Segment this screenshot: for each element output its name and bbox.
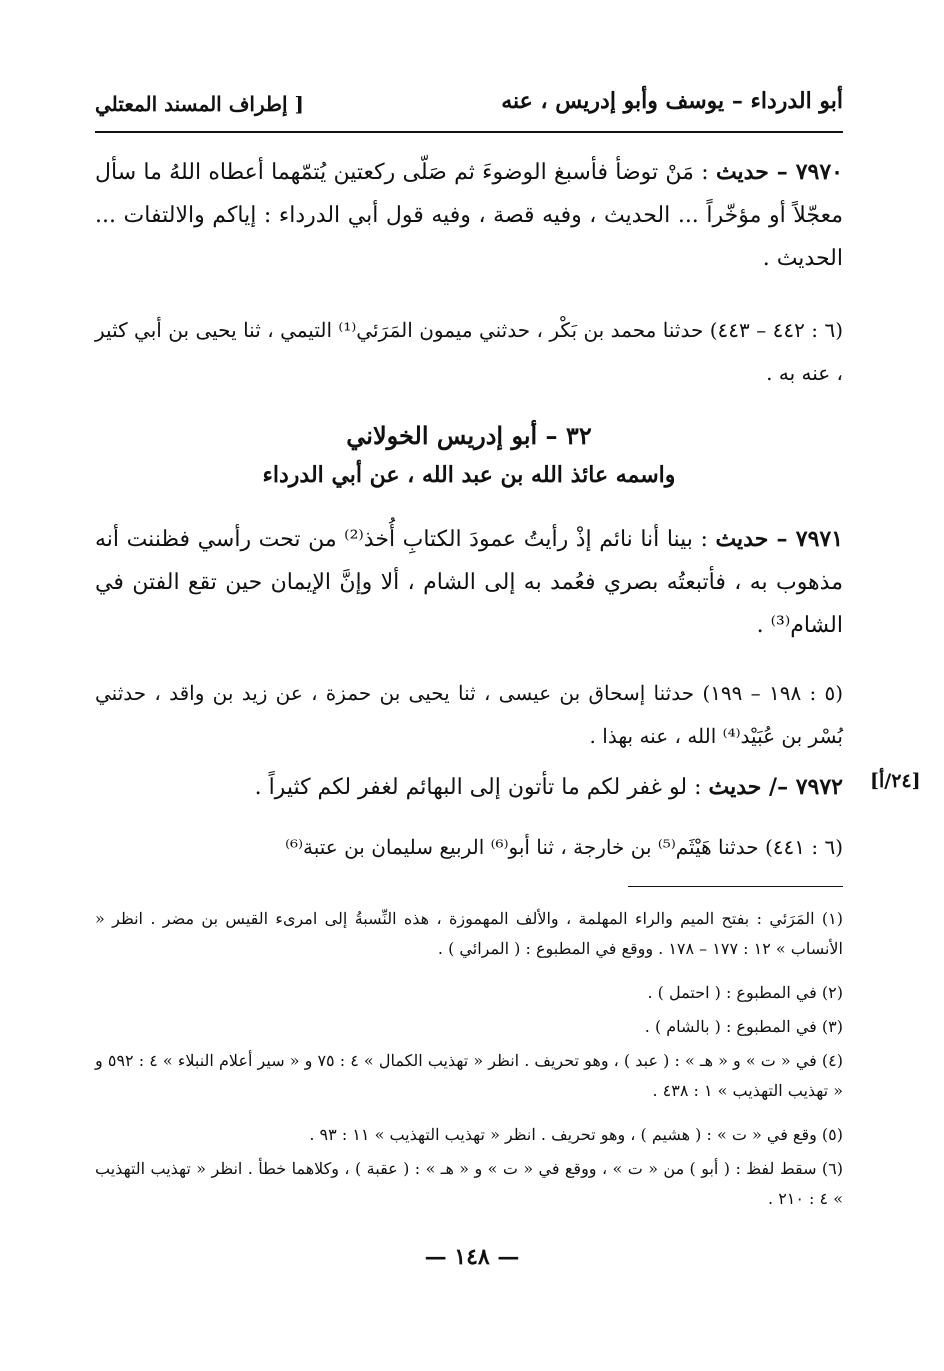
hadith-text: : لو غفر لكم ما تأتون إلى البهائم لغفر لكم كثيراً .	[254, 775, 709, 800]
section-subtitle: واسمه عائذ الله بن عبد الله ، عن أبي الدرداء	[262, 462, 676, 488]
entry-dash: –	[768, 526, 796, 552]
hadith-entry-7972	[95, 766, 843, 809]
footnote-5: (٥) وقع في « ت » : ( هشيم ) ، وهو تحريف . انظر « تهذيب التهذيب » ١١ : ٩٣ .	[309, 1125, 843, 1144]
manuscript-folio-marker: [٢٤/أ]	[870, 770, 921, 792]
header-divider	[95, 131, 843, 133]
isnad-chain-7971: (٥ : ١٩٨ – ١٩٩) حدثنا إسحاق بن عيسى ، ثنا يحيى بن حمزة ، عن زيد بن واقد ، حدثني بُسْر بن عُبَيْد⁽⁴⁾ الله ، عنه بهذا .	[95, 681, 844, 748]
hadith-keyword: حديث	[708, 774, 762, 800]
header-book-title: [ إطراف المسند المعتلي	[95, 92, 304, 116]
hadith-number: ٧٩٧٢	[795, 774, 843, 800]
isnad-chain-7972: (٦ : ٤٤١) حدثنا هَيْثَم⁽⁵⁾ بن خارجة ، ثنا أبو⁽⁶⁾ الربيع سليمان بن عتبة⁽⁶⁾	[285, 835, 843, 859]
header-chapter-title: أبو الدرداء – يوسف وأبو إدريس ، عنه	[501, 88, 843, 114]
hadith-keyword: حديث	[715, 159, 769, 185]
footnote-1: (١) المَرَئي : بفتح الميم والراء المهلمة ، والألف المهموزة ، هذه النِّسبةُ إلى امرىء القيس بن مضر . انظر « الأنساب » ١٢ : ١٧٧ – ١٧٨ . ووقع في المطبوع : ( المرائي ) .	[95, 909, 843, 958]
hadith-text: : بينا أنا نائم إذْ رأيتُ عمودَ الكتابِ أُخذ⁽²⁾ من تحت رأسي فظننت أنه مذهوب به ، فأتبعتُه بصري فعُمد به إلى الشام ، ألا وإنَّ الإيمان حين تقع الفتن في الشام⁽³⁾ .	[95, 527, 843, 638]
hadith-entry-7971	[95, 518, 843, 647]
hadith-text: : مَنْ توضأ فأسبغ الوضوءَ ثم صَلّى ركعتين يُتمّهما أعطاه اللهُ ما سأل معجّلاً أو مؤخّراً ... الحديث ، وفيه قصة ، وفيه قول أبي الدرداء : إياكم والالتفات ... الحديث .	[95, 160, 843, 271]
hadith-keyword: حديث	[715, 526, 769, 552]
entry-dash: –	[768, 159, 796, 185]
footnote-divider	[628, 886, 843, 887]
footnote-6: (٦) سقط لفظ : ( أبو ) من « ت » ، ووقع في « ت » و « هـ » : ( عقبة ) ، وكلاهما خطأ . انظر « تهذيب التهذيب » ٤ : ٢١٠ .	[95, 1159, 843, 1208]
isnad-chain-7970: (٦ : ٤٤٢ – ٤٤٣) حدثنا محمد بن بَكْر ، حدثني ميمون المَرَئي⁽¹⁾ التيمي ، ثنا يحيى بن أبي كثير ، عنه به .	[95, 318, 843, 385]
footnote-4: (٤) في « ت » و « هـ » : ( عبد ) ، وهو تحريف . انظر « تهذيب الكمال » ٤ : ٧٥ و « سير أعلام النبلاء » ٤ : ٥٩٢ و « تهذيب التهذيب » ١ : ٤٣٨ .	[95, 1051, 844, 1100]
running-header	[95, 88, 843, 128]
section-title: ٣٢ – أبو إدريس الخولاني	[346, 421, 592, 450]
hadith-number: ٧٩٧٠	[795, 159, 843, 185]
page-number: — ١٤٨ —	[424, 1244, 520, 1270]
hadith-number: ٧٩٧١	[795, 526, 844, 552]
entry-dash: –/	[761, 774, 796, 800]
hadith-entry-7970	[95, 151, 843, 280]
footnote-3: (٣) في المطبوع : ( بالشام ) .	[644, 1017, 843, 1036]
footnote-2: (٢) في المطبوع : ( احتمل ) .	[647, 983, 843, 1002]
